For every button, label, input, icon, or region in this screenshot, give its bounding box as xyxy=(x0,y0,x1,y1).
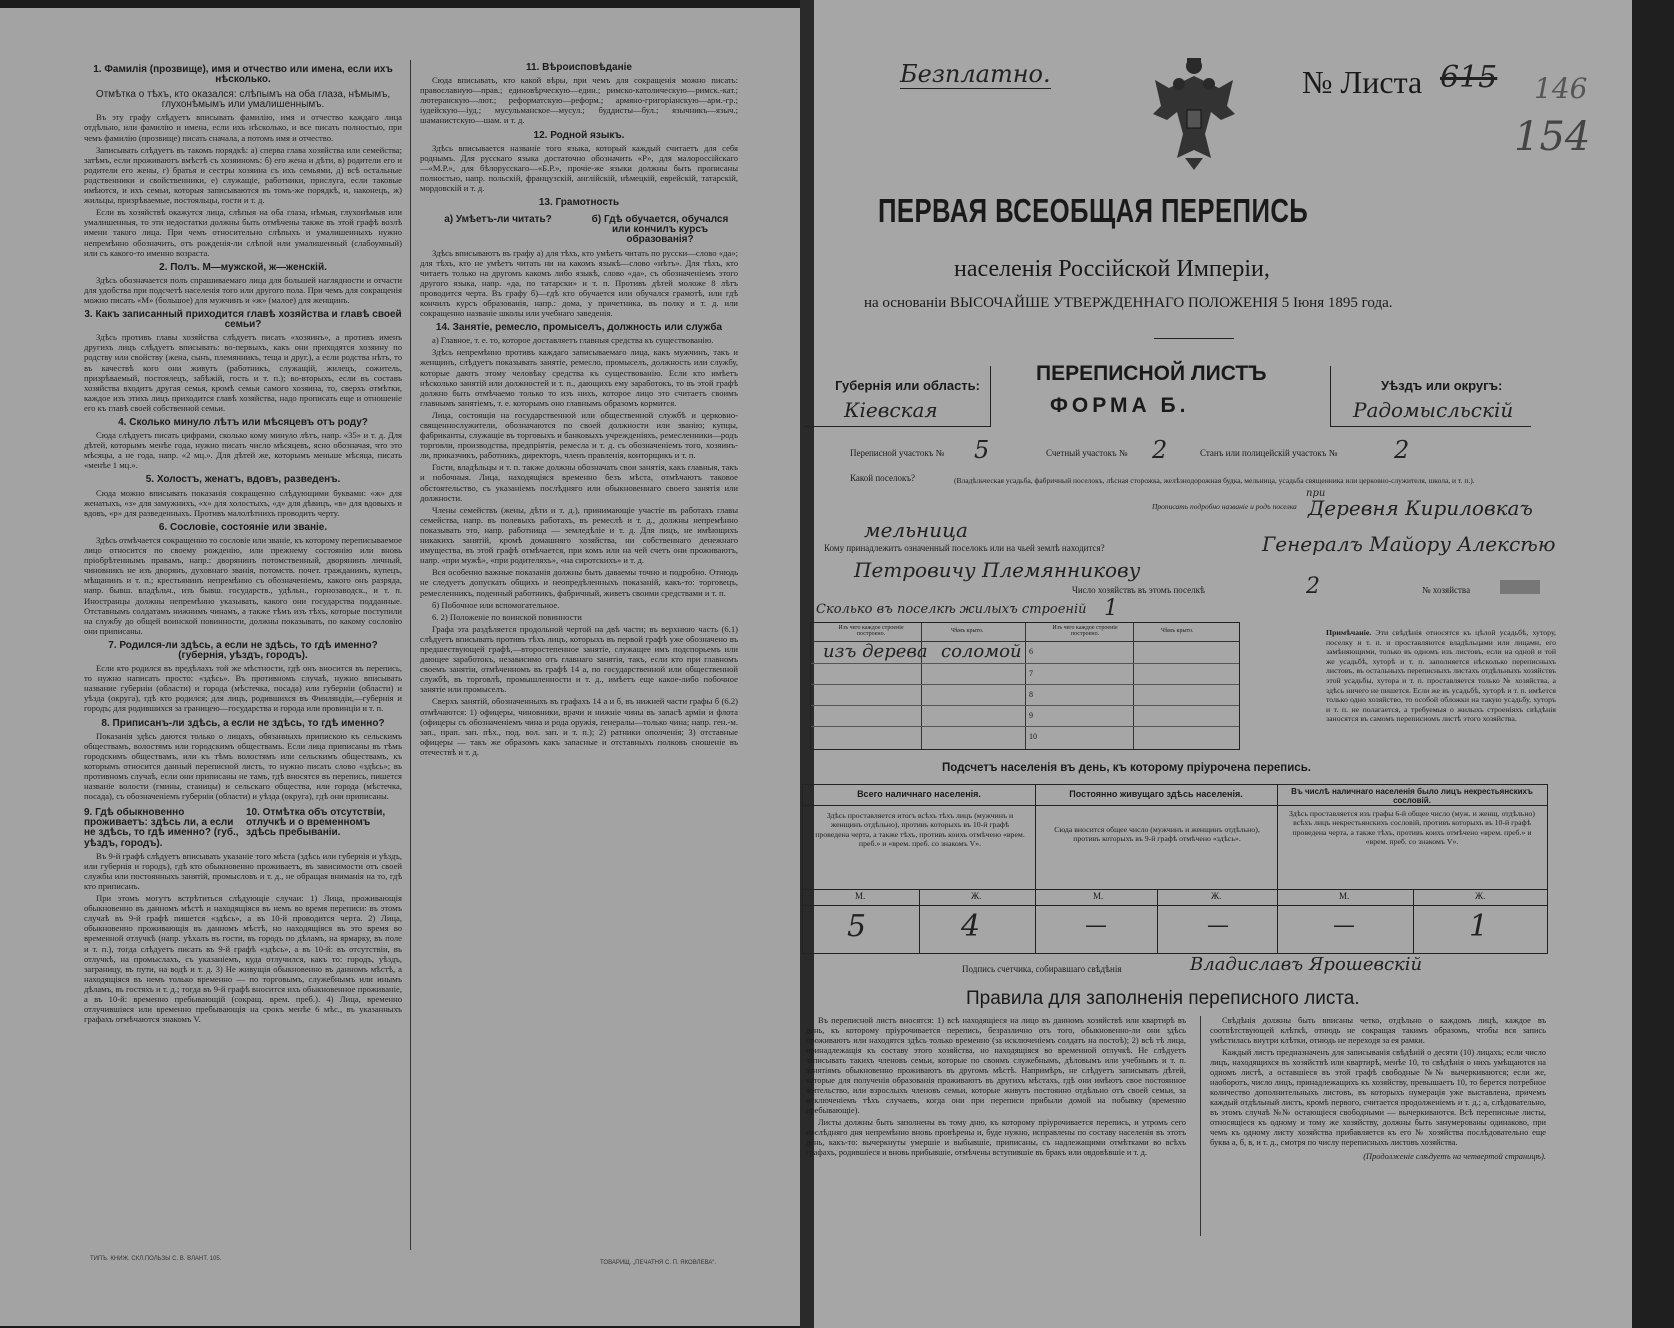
title-rule xyxy=(1154,338,1234,339)
police-district-value: 2 xyxy=(1394,436,1410,464)
printer-imprint-left: ТИПЪ. КНИЖ. СКЛ.ПОЛЬЗЫ С. В. ВЛАНТ. 105. xyxy=(90,1256,222,1262)
section-3-title: 3. Какъ записанный приходится главѣ хозяйства и главѣ своей семьи? xyxy=(84,309,402,331)
section-14-title: 14. Занятіе, ремесло, промыселъ, должность или служба xyxy=(435,322,723,334)
province-box xyxy=(804,366,991,427)
legal-basis: на основаніи ВЫСОЧАЙШЕ УТВЕРЖДЕННАГО ПОЛОЖЕНІЯ 5 Іюня 1895 года. xyxy=(864,295,1393,311)
section-12-title: 12. Родной языкъ. xyxy=(533,129,625,141)
pop-col-m-2: М. xyxy=(1093,891,1104,901)
section-4-text: Сюда слѣдуетъ писать цифрами, сколько кому минуло лѣтъ, напр. «35» и т. д. Для дѣтей, которымъ менѣе года, нужно писать число мѣсяцевъ, ясно обозначая, что это мѣсяцы, а не года, напр. «2 мц.». Для дѣтей же, которымъ меньше мѣсяца, писать «менѣе 1 мц.». xyxy=(84,430,402,471)
section-2-text: Здѣсь обозначается полъ спрашиваемаго лица для большей наглядности и отчасти для удобства при подсчетѣ населенія того или другого пола. При чемъ для сокращенія можно писать «М» (большое) для мужчинъ и «ж» (малое) для женщинъ. xyxy=(84,274,402,305)
section-13a-title: а) Умѣетъ-ли читать? xyxy=(444,214,552,226)
buildings-header-material-2: Изъ чего каждое строеніе построено. xyxy=(1052,625,1118,637)
census-subtitle: населенія Россійской Имперіи, xyxy=(954,256,1270,282)
section-4-title: 4. Сколько минуло лѣтъ или мѣсяцевъ отъ роду? xyxy=(118,417,368,428)
section-5-title: 5. Холостъ, женатъ, вдовъ, разведенъ. xyxy=(145,474,341,486)
counting-district-label: Счетный участокъ № xyxy=(1046,448,1128,458)
rules-left-column xyxy=(806,1016,1186,1158)
form-subtitle: ФОРМА Б. xyxy=(1050,394,1190,417)
buildings-label: Сколько въ поселкѣ жилыхъ строеній xyxy=(816,602,1087,617)
pop-nonpeasant-female: 1 xyxy=(1469,909,1489,944)
section-1-text: Въ эту графу слѣдуетъ вписывать фамилію, имя и отчество каждаго лица отдѣльно, или фамилію и имена, если ихъ нѣсколько, и все писать полностью, при чемъ фамилію (прозвище) писать сначала, а потомъ имя и отчество. xyxy=(84,112,402,143)
rules-left-text: Въ переписной листъ вносятся: 1) всѣ находящіеся на лицо въ данномъ хозяйствѣ или квартирѣ въ день, къ которому пріурочивается перепись, безразлично отъ того, обыкновенно-ли они здѣсь проживаютъ или находятся здѣсь только временно (за исключеніемъ солдатъ на постоѣ); 2) всѣ тѣ лица, принадлежащія къ составу этого хозяйства, но находящіяся во временной отлучкѣ. Не слѣдуетъ записывать такихъ членовъ семьи, которые по своимъ служебнымъ, дѣловымъ или учебнымъ и т. п. занятіямъ обыкновенно проживаютъ въ другомъ мѣстѣ. Напримѣръ, не слѣдуетъ записывать дѣтей, которые для полученія образованія проживаютъ въ другихъ мѣстахъ, гдѣ они имѣютъ свое постоянное жительство, или взрослыхъ членовъ семьи, которые живутъ постоянно отдѣльно отъ своей семьи, за исключеніемъ тѣхъ случаевъ, когда они при переписи прибыли домой на побывку (временно пребывающіе). xyxy=(806,1016,1186,1115)
settlement-hint: (Владѣльческая усадьба, фабричный поселокъ, лѣсная сторожка, желѣзнодорожная будка, мельница, усадьба священника или церковно-служителя, школа, и т. п.). xyxy=(954,476,1475,485)
section-1-text-3: Если въ хозяйствѣ окажутся лица, слѣпыя на оба глаза, нѣмыя, глухонѣмыя или умалишенныя, то эти недостатки должны быть отмѣчены также въ этой графѣ возлѣ имени такого лица. При чемъ относительно слѣпыхъ и умалишенныхъ нужно непремѣнно обозначить, отъ рожденія-ли слѣпой или умалишенный (слабоумный) или съ какого-то именно возраста. xyxy=(84,207,402,258)
building-row-8: 8 xyxy=(1029,690,1033,699)
province-label: Губернія или область: xyxy=(835,378,980,393)
census-district-label: Переписной участокъ № xyxy=(850,448,945,458)
section-3-text: Здѣсь противъ главы хозяйства слѣдуетъ писать «хозяинъ», а противъ именъ другихъ лицъ слѣдуетъ вписывать: во-первыхъ, какъ они приходятся хозяину по родству или свойству (жена, сынъ, племянникъ, теща и друг.), а если родства нѣтъ, то въ качествѣ кого они живутъ (работникъ, служащій, жилецъ, сожитель, призрѣваемый, постоялецъ, забѣжій, гость и т. п.); во-вторыхъ, если въ составъ хозяйства входитъ другая семья, кромѣ семьи самого хозяина, то, сверхъ отмѣтки, каждое изъ этихъ лицъ приходится главѣ хозяйства, надо прописать еще и отношеніе его къ главѣ своей собственной семьи. xyxy=(84,332,402,413)
pop-permanent-male: — xyxy=(1085,913,1107,938)
free-label: Безплатно. xyxy=(900,60,1051,88)
police-district-label: Станъ или полицейскій участокъ № xyxy=(1200,448,1338,458)
section-13-text: Здѣсь вписываютъ въ графу а) для тѣхъ, кто умѣетъ читать по русски—слово «да»; для тѣхъ, кто не умѣетъ читать ни на какомъ языкѣ—слово «нѣтъ». Для тѣхъ, кто читаетъ только на другомъ какомъ либо языкѣ, слово «да», съ обозначеніемъ этого другого языка, напр. «да, по татарски» и т. п. Противъ дѣтей моложе 8 лѣтъ проводится черта. Въ графу б)—гдѣ кто обучается или обучался грамотѣ, или гдѣ кончилъ курсъ образованія, напр.: дома, у причетника, въ полку и т. д. или сокращенно названіе школы или учебнаго заведенія. xyxy=(420,247,738,319)
pop-desc-permanent: Сюда вносится общее число (мужчинъ и женщинъ отдѣльно), противъ которыхъ въ 9-й графѣ отмѣчено «здѣсь». xyxy=(1054,825,1260,844)
enumerator-signature-label: Подпись счетчика, собиравшаго свѣдѣнія xyxy=(962,964,1122,974)
section-14-text-3: Гости, владѣльцы и т. п. также должны обозначать свои занятія, какъ главныя, такъ и побочныя. Лица, находящіяся временно безъ мѣста, отмѣчаютъ таковое обстоятельство, съ указаніемъ послѣдняго или обыкновеннаго своего занятія или должности. xyxy=(420,462,738,503)
enumerator-signature: Владиславъ Ярошевскій xyxy=(1190,954,1423,975)
section-8-text: Показанія здѣсь даются только о лицахъ, обязанныхъ припискою къ сельскимъ обществамъ, волостямъ или городскимъ обществамъ. Если лица приписаны въ тѣмъ городскимъ обществамъ, или къ тѣмъ волостямъ или сельскимъ обществамъ, къ которымъ относится данный переписной листъ, то нужно писать слово «здѣсь»; въ противномъ случаѣ, если они приписаны не тамъ, гдѣ вносятся въ перепись, пишется названіе волости (гмины, станицы) и сельскаго общества, или города (мѣстечка, посада), съ обозначеніемъ губерніи (области) и уѣзда (округа), гдѣ они приписаны. xyxy=(84,730,402,802)
section-7-text: Если кто родился въ предѣлахъ той же мѣстности, гдѣ онъ вносится въ перепись, то нужно написать просто: «здѣсь». Въ противномъ случаѣ, нужно вписывать название губерніи (области) и города (мѣстечка, посада) или губерніи (области) и уѣзда (округа), гдѣ кто родился; для лицъ, родившихся въ Финляндіи,—губернія и городъ; для родившихся за границею—государства и города или провинціи и т. п. xyxy=(84,663,402,714)
buildings-header-roof-2: Чѣмъ крыто. xyxy=(1161,628,1194,634)
section-14-text-6: Графа эта раздѣляется продольной чертой на двѣ части; въ верхнюю часть (6.1) слѣдуетъ вписывать противъ тѣхъ лицъ, которыхъ въ первой графѣ уже обозначено въ предшествующей графѣ,—второстепенное занятіе, служащее имъ подспорьемъ или дающее заработокъ, независимо отъ главнаго занятія, такъ, если кто при главномъ своемъ занятіи, отмѣченномъ въ графѣ 14 а, по государственной или общественной службѣ, въ торговлѣ, промышленности и т. д., имѣетъ еще какое-либо побочное занятіе или промыселъ. xyxy=(420,623,738,695)
section-14-text-7: Сверхъ занятій, обозначенныхъ въ графахъ 14 а и б, въ нижней части графы б (6.2) отмѣчаются: 1) офицеры, чиновники, врачи и нижніе чины въ запасѣ арміи и флота (офицеры съ обозначеніемъ чина и рода оружія, генералы—только чина; напр. ген.-м. зап., прап. зап. пѣх., под. вол. зап. и т. п.); 2) ратники ополченія; 3) отставные офицеры — такъ же образомъ какъ запасные и отставныхъ полковъ сношеніе въ отечествѣ и т. д. xyxy=(420,696,738,757)
scan-border xyxy=(1632,0,1674,1328)
rules-right-column xyxy=(1210,1016,1546,1162)
continued-note: (Продолженіе слѣдуетъ на четвертой страницѣ). xyxy=(1363,1152,1546,1161)
settlement-label: Какой поселокъ? xyxy=(850,473,916,483)
section-1-text-2: Записывать слѣдуетъ въ такомъ порядкѣ: а) сперва глава хозяйства или семейства; затѣмъ, если проживаютъ вмѣстѣ съ хозяиномъ: б) его жена и дѣти, в) родители его и родители его жены, г) братья и сестры хозяина съ ихъ семьями, д) всѣ остальные родственники и свойственники, е) служащіе, работники, прислуга, если таковые имѣются, и ихъ семьи, которыя записываются въ томъ-же порядкѣ, и, наконецъ, ж) жильцы, призрѣваемые, постояльцы, гости и т. д. xyxy=(84,144,402,206)
household-number-label: № хозяйства xyxy=(1422,585,1471,595)
building-row-9: 9 xyxy=(1029,711,1033,720)
note-title: Примѣчаніе. xyxy=(1326,628,1372,637)
building-1-material: изъ дерева xyxy=(823,641,928,662)
section-1-title: 1. Фамилія (прозвище), имя и отчество или имена, если ихъ нѣсколько. xyxy=(93,64,393,86)
sheet-number-label: № Листа xyxy=(1302,64,1423,100)
settlement-value-2: мельница xyxy=(864,518,968,542)
section-14-text-4: Члены семействъ (жены, дѣти и т. д.), принимающіе участіе въ работахъ главы семейства, напр. въ полевыхъ работахъ, въ ремеслѣ и т. д., должны непремѣнно показывать это, напр. работница — земледѣліе и т. д. Для лицъ, не имѣющихъ никакихъ занятій, кромѣ домашняго хозяйства, ни собственнаго денежнаго имущества, въ этой графѣ отмѣчается, при комъ или на чей счетъ они проживаютъ, напр. «при мужѣ», «при родителяхъ», «на сиротскихъ» и т. д. xyxy=(420,504,738,566)
district-label: Уѣздъ или округъ: xyxy=(1381,378,1503,393)
population-table xyxy=(802,784,1548,954)
sheet-number-pencil: 154 xyxy=(1514,114,1591,160)
pop-header-total: Всего наличнаго населенія. xyxy=(857,789,981,799)
rules-divider xyxy=(1200,1016,1201,1236)
counting-district-value: 2 xyxy=(1152,436,1168,464)
left-page xyxy=(0,8,800,1326)
sheet-number-struck: 615 xyxy=(1440,60,1498,95)
section-8-title: 8. Приписанъ-ли здѣсь, а если не здѣсь, то гдѣ именно? xyxy=(101,717,385,729)
section-9-title: 9. Гдѣ обыкновенно проживаетъ: здѣсь ли, а если не здѣсь, то гдѣ именно? (губ., уѣздъ, городъ). xyxy=(84,807,239,849)
rules-left-text-2: Листы должны быть заполнены въ тому дню, къ которому пріурочивается перепись, и утромъ сего послѣдняго дня непремѣнно вновь провѣрены и, буде нужно, исправлены по составу населенія въ этотъ день, какъ-то: вычеркнуты умершіе и выбывшіе, приписаны, съ надлежащими отмѣтками во всѣхъ графахъ, родившіеся и вновь прибывшіе, отмѣчены вступившіе въ бракъ или овдовѣвшіе и т. д. xyxy=(806,1118,1186,1157)
section-14-text-1: Здѣсь непремѣнно противъ каждаго записываемаго лица, какъ мужчинъ, такъ и женщинъ, слѣдуетъ показывать занятіе, ремесло, промыселъ, должность или службу, которые даютъ этому человѣку средства къ существованію. Если кто имѣетъ нѣсколько занятій или должностей и т. п., дающихъ ему заработокъ, то въ этой графѣ должно быть отмѣчаемо только то изъ нихъ, которое лицо это считаетъ своимъ главнымъ занятіемъ, т. е. которымъ оно главнымъ образомъ кормится. xyxy=(420,347,738,408)
section-12-text: Здѣсь вписывается названіе того языка, который каждый считаетъ для себя роднымъ. Для русскаго языка достаточно обозначить «Р», для малороссійскаго—«М.Р.», для бѣлорусскаго—«Б.Р.», прочіе-же языки должны быть прописаны полностью, напр. польскій, французскій, англійскій, нѣмецкій, еврейскій, татарскій, мордовскій и т. д. xyxy=(420,142,738,194)
buildings-note xyxy=(1326,628,1556,724)
buildings-table xyxy=(810,622,1240,750)
owner-value: Генералъ Майору Алексѣю xyxy=(1262,532,1556,556)
section-14-text-2: Лица, состоящія на государственной или общественной службѣ и церковно-священнослужители, обозначаются по своей должности или званію; купцы, фабриканты, служащіе въ торговыхъ и банковыхъ учрежденіяхъ, ремесленники—родъ торговли, производства, предпріятія, ремесла и т. д. съ обозначеніемъ того, хозяинъ-ли, приказчикъ, работникъ, директоръ, членъ правленія, конторщикъ и т. п. xyxy=(420,409,738,461)
section-14c-text: 6. 2) Положеніе по воинской повинности xyxy=(432,611,582,622)
province-value: Кіевская xyxy=(844,398,938,422)
household-number-erased xyxy=(1500,580,1540,594)
building-row-10: 10 xyxy=(1029,732,1037,741)
pop-col-f-2: Ж. xyxy=(1211,891,1222,901)
pop-col-m-3: М. xyxy=(1339,891,1350,901)
rules-right-text: Свѣдѣнія должны быть вписаны четко, отдѣльно о каждомъ лицѣ, каждое въ соотвѣтствующей клѣткѣ, отнюдь не сокращая такимъ образомъ, чтобы вся запись умѣстилась внутри клѣтки, отнюдь не переходя за ея рамки. xyxy=(1210,1016,1546,1045)
pop-desc-total: Здѣсь проставляется итогъ всѣхъ тѣхъ лицъ (мужчинъ и женщинъ отдѣльно), противъ которыхъ въ 10-й графѣ проведена черта, а также тѣхъ, противъ коихъ отмѣчено «врем. преб.» и «врем. преб. со знакомъ V». xyxy=(815,811,1025,849)
households-value: 2 xyxy=(1306,574,1320,599)
pop-total-male: 5 xyxy=(847,909,867,944)
section-14-text-5: Вся особенно важные показанія должны быть даваемы точно и подробно. Отнюдь не следуетъ допускать общихъ и неопредѣленныхъ показаній, какъ-то: торговецъ, ремесленникъ, поденный работникъ, фабричный, живетъ своими средствами и т. п. xyxy=(420,567,738,598)
printer-imprint-right: ТОВАРИЩ. „ПЕЧАТНЯ С. П. ЯКОВЛЕВА“. xyxy=(600,1260,717,1266)
owner-value-2: Петровичу Племянникову xyxy=(854,558,1141,582)
building-row-6: 6 xyxy=(1029,647,1033,656)
pop-col-m-1: М. xyxy=(855,891,866,901)
settlement-prefix: при xyxy=(1306,488,1326,499)
section-11-text: Сюда вписывать, кто какой вѣры, при чемъ для сокращенія можно писать: православную—прав.; единовѣрческую—един.; римско-католическую—римск.-кат.; лютеранскую—лют.; реформатскую—реформ.; армяно-григоріанскую—арм.-гр.; іудейскую—іуд.; мусульманское—мусул.; буддисты—бул.; язычникъ—языч.; шаманистскую—шам. и т. д. xyxy=(420,75,738,126)
sheet-number-pencil-small: 146 xyxy=(1534,72,1588,105)
rules-title: Правила для заполненія переписного листа. xyxy=(966,988,1360,1009)
pop-header-permanent: Постоянно живущаго здѣсь населенія. xyxy=(1069,789,1243,799)
section-2-title: 2. Полъ. М—мужской, ж—женскій. xyxy=(159,261,327,273)
section-6-title: 6. Сословіе, состояніе или званіе. xyxy=(158,521,328,533)
pop-total-female: 4 xyxy=(961,909,981,944)
district-box xyxy=(1330,366,1531,427)
section-9-text: Въ 9-й графѣ слѣдуетъ вписывать указаніе того мѣста (здѣсь или губернія и уѣздъ, или губернія и городъ), гдѣ кто обыкновенно проживаетъ, въ зависимости отъ своей службы или постоянныхъ занятій, промысловъ и т. д., не обращая вниманія на то, гдѣ кто приписанъ. xyxy=(84,850,402,891)
census-title: ПЕРВАЯ ВСЕОБЩАЯ ПЕРЕПИСЬ xyxy=(878,192,1309,229)
pop-desc-nonpeasant: Здѣсь проставляется изъ графы 6-й общее число (муж. и женщ. отдѣльно) всѣхъ лицъ некрестьянскихъ сословій, противъ которыхъ въ 10-й графѣ проведена черта, а также тѣхъ, противъ коихъ отмѣчено «врем. преб.» и «врем. преб. со знакомъ V». xyxy=(1289,809,1535,847)
owner-label: Кому принадлежитъ означенный поселокъ или на чьей землѣ находится? xyxy=(824,543,1105,553)
building-1-roof: соломой xyxy=(941,641,1022,662)
settlement-hint-2: Прописать подробно названіе и родъ поселка xyxy=(1152,502,1297,511)
section-13b-title: б) Гдѣ обучается, обучался или кончилъ курсъ образованія? xyxy=(591,214,729,246)
section-13-title: 13. Грамотность xyxy=(538,197,620,209)
section-10-title: 10. Отмѣтка объ отсутствіи, отлучкѣ и о временномъ здѣсь пребываніи. xyxy=(246,807,386,839)
note-text: Эти свѣдѣнія относятся къ цѣлой усадьбѣ, хутору, поселку и т. п. и проставляются владѣльцами или лицами, его замѣняющими, только въ одномъ изъ листовъ, если на одной и той же усадьбѣ, хуторѣ и т. п. заполняется нѣсколько переписныхъ листовъ, въ остальныхъ переписныхъ листахъ отдѣльныхъ хозяйствъ этой усадьбы, хутора и т. п. проставляется только № хозяйства, а здѣсь ничего не пишется. Если же въ усадьбѣ, хуторѣ и т. п. имѣется только одно хозяйство, то особой обложки на такую усадьбу, хуторъ и т. п. не полагается, а требуемыя о жилыхъ строеніяхъ свѣдѣнія заносятся въ самомъ переписномъ листѣ этого хозяйства. xyxy=(1326,628,1557,724)
pop-permanent-female: — xyxy=(1207,913,1229,938)
left-column-1 xyxy=(84,60,402,1026)
rules-right-text-2: Каждый листъ предназначенъ для записыванія свѣдѣній о десяти (10) лицахъ; если число лицъ, находящихся въ хозяйствѣ или квартирѣ, менѣе 10, то свѣдѣнія о нихъ умѣщаются на одномъ листѣ, а оставшіеся въ этой графѣ свободные №№ вычеркиваются; если же, наоборотъ, число лицъ, принадлежащихъ къ хозяйству, превышаетъ 10, то берется потребное количество дополнительныхъ листовъ, въ которыхъ нумерація уже выставлена, причемъ каждый отдѣльный листъ, кромѣ первого, считается продолженіемъ и т. д.; а, слѣдовательно, въ этомъ случаѣ №№ остающіеся свободными — вычеркиваются. Всѣ переписные листы, относящіеся къ одному и тому же хозяйству, должны быть занумерованы одинаково, при чемъ къ одному листу хозяйства прибавляется къ его № хозяйства послѣдовательно еще буква а, б, в, и т. д., смотря по числу переписныхъ листовъ хозяйства. xyxy=(1210,1048,1546,1147)
section-11-title: 11. Вѣроисповѣданіе xyxy=(526,62,632,73)
left-column-2 xyxy=(420,58,738,759)
column-divider xyxy=(410,60,411,1250)
imperial-eagle-icon xyxy=(1149,54,1239,172)
section-5-text: Сюда можно вписывать показанія сокращенно слѣдующими буквами: «ж» для женатыхъ, «з» для замужнихъ, «х» для холостыхъ, «д» для дѣвицъ, «в» для вдовыхъ и вдовъ, «р» для разведенныхъ. Противъ малолѣтнихъ проводить черту. xyxy=(84,487,402,518)
pop-header-nonpeasant: Въ числѣ наличнаго населенія было лицъ некрестьянскихъ сословій. xyxy=(1291,787,1533,805)
population-title: Подсчетъ населенія въ день, къ которому пріурочена перепись. xyxy=(942,762,1311,774)
section-1-subtitle: Отмѣтка о тѣхъ, кто оказался: слѣпымъ на оба глаза, нѣмымъ, глухонѣмымъ или умалишеннымъ. xyxy=(95,89,391,111)
buildings-header-roof: Чѣмъ крыто. xyxy=(951,628,984,634)
section-14b-text: б) Побочное или вспомогательное. xyxy=(432,599,560,610)
pop-nonpeasant-male: — xyxy=(1333,913,1355,938)
pop-col-f-3: Ж. xyxy=(1475,891,1486,901)
buildings-header-material: Изъ чего каждое строеніе построено. xyxy=(838,625,904,637)
form-title: ПЕРЕПИСНОЙ ЛИСТЪ xyxy=(1036,362,1267,385)
building-row-7: 7 xyxy=(1029,669,1033,678)
district-value: Радомысльскій xyxy=(1353,398,1514,422)
households-label: Число хозяйствъ въ этомъ поселкѣ xyxy=(1072,585,1205,595)
settlement-value: Деревня Кириловкаъ xyxy=(1308,496,1533,520)
pop-col-f-1: Ж. xyxy=(971,891,982,901)
buildings-value: 1 xyxy=(1104,596,1118,621)
section-7-title: 7. Родился-ли здѣсь, а если не здѣсь, то гдѣ именно? (губернія, уѣздъ, городъ). xyxy=(108,639,378,661)
census-district-value: 5 xyxy=(974,436,990,464)
section-9-text-2: При этомъ могутъ встрѣтиться слѣдующіе случаи: 1) Лица, проживающія обыкновенно въ данномъ мѣстѣ и находящіяся въ немъ во время переписи: въ этомъ случаѣ въ 9-й графѣ пишется «здѣсь», а въ 10-й проводится черта. 2) Лица, обыкновенно проживающія въ данномъ мѣстѣ, но находящіяся въ это время во временной отлучкѣ (напр. уѣхалъ въ гости, въ городъ по дѣламъ, на ярмарку, въ поле и т. п.), тогда слѣдуетъ писать въ 9-й графѣ «здѣсь», а въ 10-й: въ отсутствіи, въ отлучкѣ, на промыслахъ, съ указаніемъ, куда отлучился, какъ то: городъ, уѣздъ, заграницу, въ пути, на водѣ и т. д. 3) Не живущія обыкновенно въ данномъ мѣстѣ, а находящіяся въ немъ только временно — по торговымъ, служебнымъ или инымъ дѣламъ, въ гостяхъ и т. д.; тогда въ 9-й графѣ вносится ихъ обыкновенное проживаніе, а въ 10-й: временно пребывающій (сокращ. врем. преб.). 4) Лица, временно отлучившіяся или временно пребывающія на срокъ менѣе 6 мѣс., въ указанныхъ графахъ отмѣчаются знакомъ V. xyxy=(84,893,402,1025)
section-14a-text: а) Главное, т. е. то, которое доставляетъ главныя средства къ существованію. xyxy=(432,335,714,346)
right-page xyxy=(806,0,1632,1328)
section-6-text: Здѣсь отмѣчается сокращенно то сословіе или званіе, къ которому переписываемое лицо относится по своему рожденію, или прежнему состоянію или вновь пріобрѣтеннымъ правамъ, напр.: дворянинъ потомственный, дворянинъ личный, чиновникъ не изъ дворянъ, духовнаго званія, потомств. почет. гражданинъ, купецъ, мѣщанинъ и т. п.; крестьянинъ непремѣнно съ обозначеніемъ, какого онъ разряда, напр. бывш. владѣльч., изъ бывш. государств., удѣльн., горнозаводск., и т. п. Иностранцы должны непремѣнно указывать, какого они государства подданные. Отставнымъ солдатамъ нижнимъ чинамъ, а также тѣмъ изъ тѣхъ, которые поступили на службу до общей воинской повинности, должны показывать, по какому сословію они приписаны. xyxy=(84,534,402,636)
